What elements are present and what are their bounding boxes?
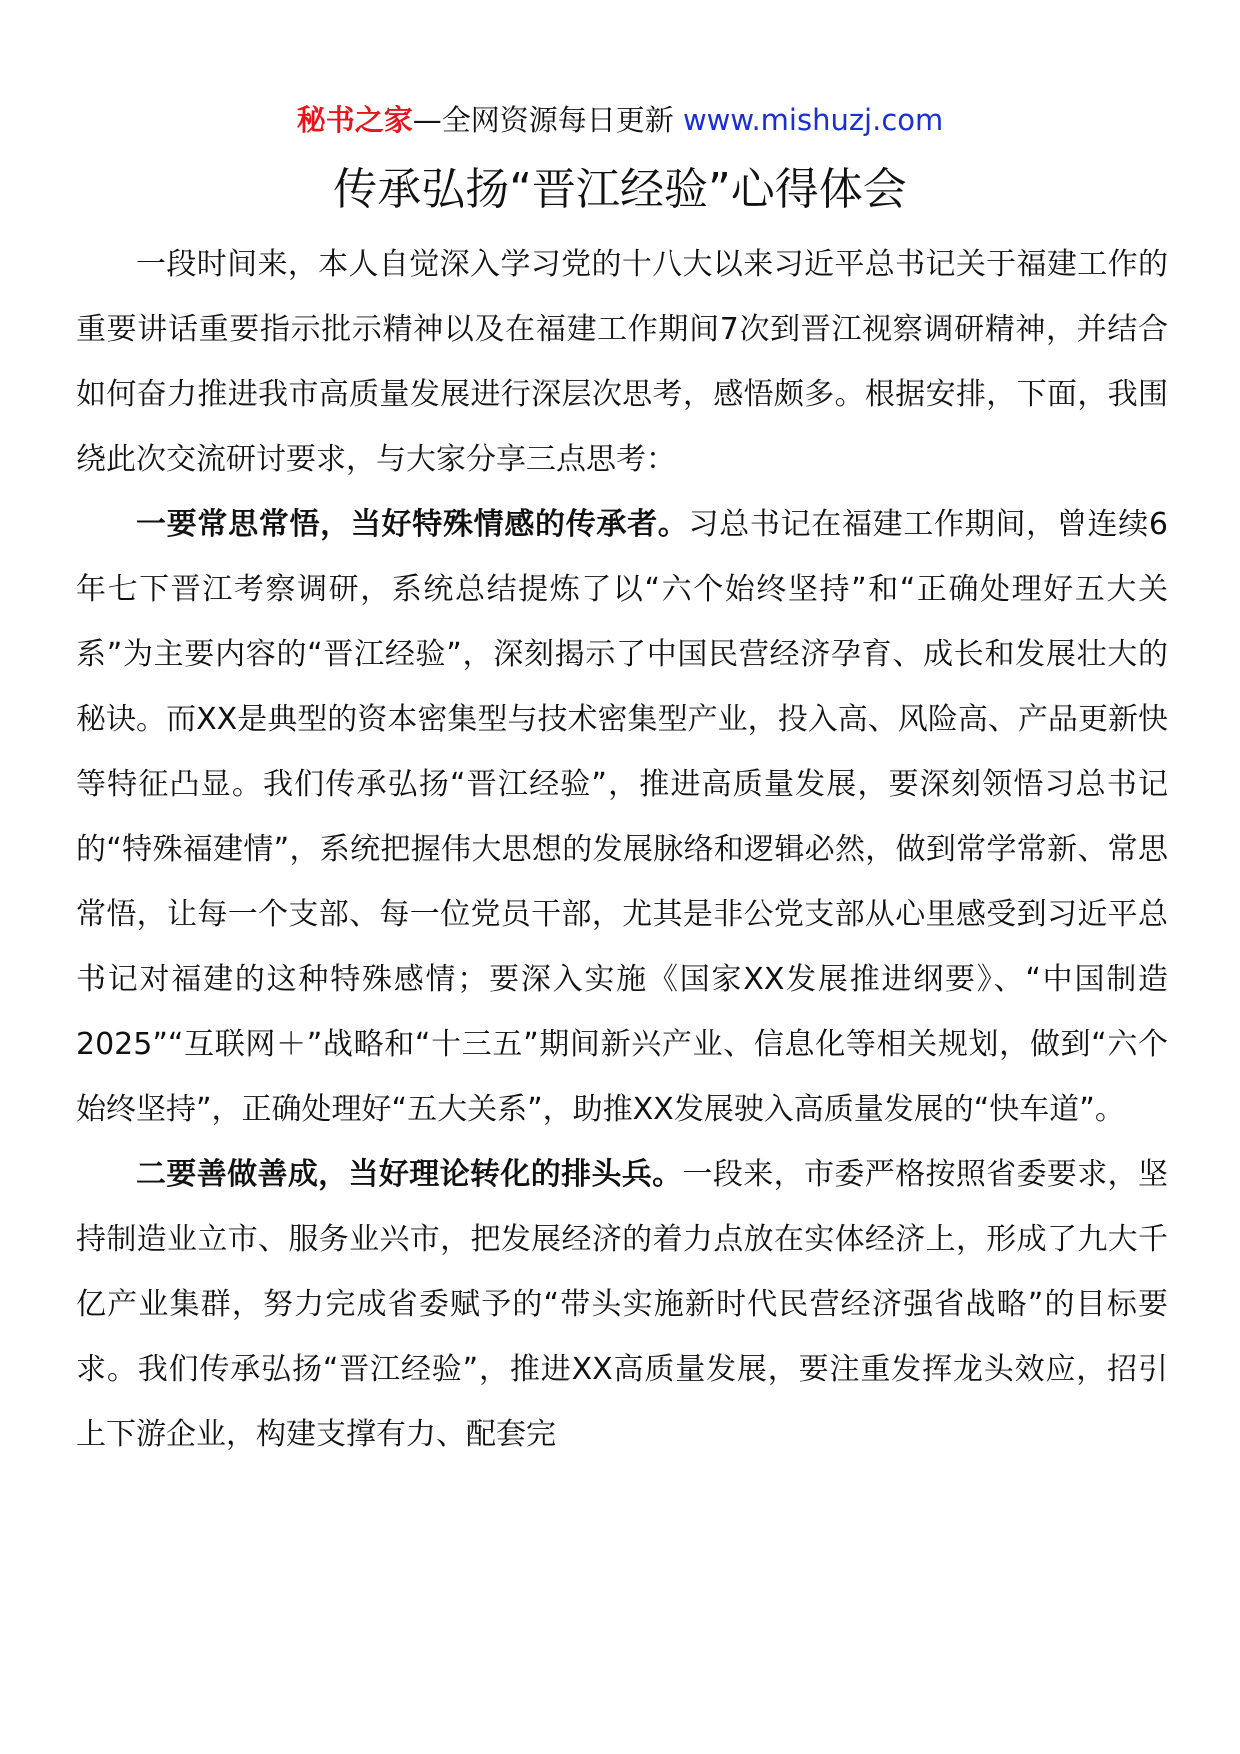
document-title: 传承弘扬“晋江经验”心得体会 (333, 164, 907, 215)
paragraph-lead: 二要善做善成，当好理论转化的排头兵。 (136, 1157, 683, 1192)
paragraph-lead: 一要常思常悟，当好特殊情感的传承者。 (136, 507, 689, 542)
paragraph-text: 一段来，市委严格按照省委要求，坚持制造业立市、服务业兴市，把发展经济的着力点放在实体经济上，形成了九大千亿产业集群，努力完成省委赋予的“带头实施新时代民营经济强省战略”的目标要求。我们传承弘扬“晋江经验”，推进XX高质量发展，要注重发挥龙头效应，招引上下游企业，构建支撑有力、配套完 (76, 1157, 1169, 1452)
document-body (76, 232, 1168, 1467)
site-header (0, 100, 1240, 140)
site-slogan: —全网资源每日更新 (412, 103, 683, 137)
paragraph-intro (76, 232, 1168, 492)
site-url-link[interactable]: www.mishuzj.com (682, 103, 944, 137)
paragraph-text: 习总书记在福建工作期间，曾连续6年七下晋江考察调研，系统总结提炼了以“六个始终坚持”和“正确处理好五大关系”为主要内容的“晋江经验”，深刻揭示了中国民营经济孕育、成长和发展壮大的秘诀。而XX是典型的资本密集型与技术密集型产业，投入高、风险高、产品更新快等特征凸显。我们传承弘扬“晋江经验”，推进高质量发展，要深刻领悟习总书记的“特殊福建情”，系统把握伟大思想的发展脉络和逻辑必然，做到常学常新、常思常悟，让每一个支部、每一位党员干部，尤其是非公党支部从心里感受到习近平总书记对福建的这种特殊感情；要深入实施《国家XX发展推进纲要》、“中国制造2025”“互联网＋”战略和“十三五”期间新兴产业、信息化等相关规划，做到“六个始终坚持”，正确处理好“五大关系”，助推XX发展驶入高质量发展的“快车道”。 (76, 507, 1168, 1127)
paragraph-point-two (76, 1142, 1168, 1467)
paragraph-point-one (76, 492, 1168, 1142)
site-brand: 秘书之家 (296, 103, 413, 137)
paragraph-text: 一段时间来，本人自觉深入学习党的十八大以来习近平总书记关于福建工作的重要讲话重要指示批示精神以及在福建工作期间7次到晋江视察调研精神，并结合如何奋力推进我市高质量发展进行深层次思考，感悟颇多。根据安排，下面，我围绕此次交流研讨要求，与大家分享三点思考： (76, 247, 1168, 477)
